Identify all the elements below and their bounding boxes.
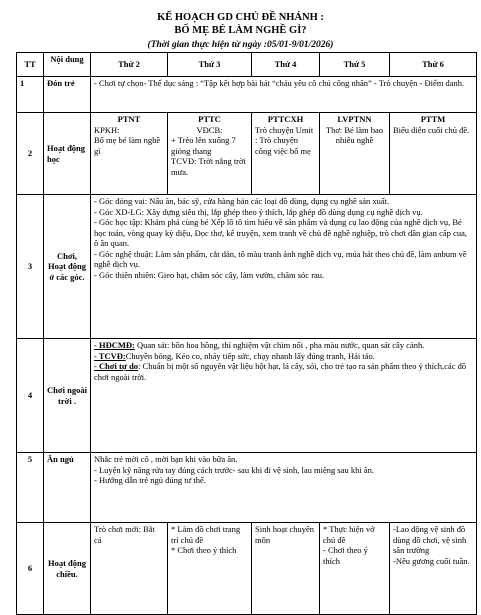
list-item-label: - Chơi tự do [94, 361, 139, 371]
activity-line: -Lao động vệ sinh đồ dùng đồ chơi, vệ sinh sân trường [393, 524, 467, 555]
row-label-corners: Chơi, Hoạt động ở các góc. [44, 195, 91, 339]
table-row [17, 77, 477, 113]
row-number: 1 [17, 77, 44, 113]
document-subtitle: BỐ MẸ BÉ LÀM NGHỀ GÌ? [174, 25, 307, 36]
list-item: - Luyện kỹ năng rửa tay đúng cách trước- sau khi đi vệ sinh, lau miệng sau khi ăn. [94, 464, 374, 475]
list-item: - Góc đóng vai: Nấu ăn, bác sỹ, cửa hàng bán các loại đồ dùng, dụng cụ nghề sản xuất. [94, 196, 390, 206]
row-label-lessons: Hoạt động học [44, 113, 91, 195]
lesson-monday [91, 113, 168, 195]
activity-line: -Nêu gương cuối tuần. [393, 555, 470, 566]
lesson-line: Bố mẹ bé làm nghề gì [94, 135, 161, 156]
corner-activities [91, 195, 477, 339]
list-item-text: Chuyền bóng, Kéo co, nhảy tiếp sức, chạy nhanh lấy đúng tranh, Hái táo. [125, 350, 375, 361]
lesson-subject: LVPTNN [337, 114, 372, 124]
lesson-line: Biểu diễn cuối chủ đề. [393, 124, 470, 135]
list-item: - Góc nghệ thuật: Làm sản phẩm, cắt dán, tô màu tranh ảnh nghề dịch vụ, múa hát theo chủ đề, làm anbum về nghề dịch vụ. [94, 248, 467, 269]
lesson-line: TCVĐ: Trời nắng trời mưa. [171, 156, 246, 177]
list-item-label: - TCVĐ: [94, 350, 126, 361]
table-row [17, 523, 477, 615]
table-row [17, 113, 477, 195]
table-row [17, 339, 477, 453]
list-item: Nhắc trẻ mời cô , mời bạn khi vào bữa ăn. [94, 454, 238, 464]
list-item: - Hướng dẫn trẻ ngủ đúng tư thế. [94, 475, 206, 485]
list-item: - Góc thiên nhiên: Gieo hạt, chăm sóc cây, làm vườn, chăm sóc rau. [94, 269, 325, 280]
list-item-text: Quan sát: bồn hoa hồng, thí nghiệm vật chìm nổi , pha màu nước, quan sát cây cảnh. [134, 340, 425, 350]
afternoon-friday [390, 523, 477, 615]
afternoon-monday [91, 523, 168, 615]
row-number: 4 [17, 339, 44, 453]
outdoor-activities [91, 339, 477, 453]
lesson-plan-table [16, 52, 477, 615]
lesson-line: VĐCB: [196, 124, 223, 135]
list-item-label: - HĐCMĐ: [94, 340, 135, 350]
activity-line: * Làm đồ chơi trang trí chủ đề [171, 524, 241, 545]
list-item: - Góc học tập: Khám phá cùng bé Xếp lô tô tìm hiểu về sản phẩm và dụng cụ lao động của nghề dịch vụ, Bé học toán, vòng quay kỳ diệu, Đọc thơ, kể truyện, xem tranh về chủ đề nghề nghiệp, trò chơi dân gian cấp cua, ô ăn quan. [94, 217, 467, 248]
afternoon-thursday [320, 523, 390, 615]
lesson-line: : Trò chuyện công việc bố mẹ [255, 135, 311, 156]
list-item [94, 351, 473, 362]
document-time-range: (Thời gian thực hiện từ ngày :05/01-9/01/2026) [147, 40, 334, 50]
list-item [94, 361, 473, 382]
lesson-line: Trò chuyện Umit [255, 124, 314, 135]
lesson-thursday [320, 113, 390, 195]
col-header-tuesday: Thứ 3 [168, 53, 252, 77]
lesson-line: KPKH: [94, 124, 120, 135]
table-row [17, 453, 477, 523]
col-header-friday: Thứ 6 [390, 53, 477, 77]
meal-sleep-activities [91, 453, 477, 523]
row-label-outdoor: Chơi ngoài trời . [44, 339, 91, 453]
afternoon-wednesday [252, 523, 320, 615]
lesson-wednesday [252, 113, 320, 195]
col-header-thursday: Thứ 5 [320, 53, 390, 77]
lesson-line: Thơ: Bé làm bao nhiêu nghề [325, 124, 384, 145]
row-label-welcome: Đón trẻ [44, 77, 91, 113]
table-header-row [17, 53, 477, 77]
row-number: 6 [17, 523, 44, 615]
col-header-tt: TT [17, 53, 44, 77]
col-header-content: Nội dung [44, 53, 91, 77]
lesson-subject: PTTC [198, 114, 221, 124]
lesson-subject: PTNT [117, 114, 141, 124]
list-item-text: : Chuẩn bị một số nguyên vật liệu hột hạt, lá cây, sỏi, cho trẻ tạo ra sản phẩm theo ý thích,các đồ chơi ngoài trời. [94, 361, 467, 382]
row-number: 5 [17, 453, 44, 523]
lesson-subject: PTTCXH [267, 114, 304, 124]
activity-line: Sinh hoạt chuyên môn [255, 524, 315, 545]
list-item [94, 340, 473, 351]
row-label-meals: Ăn ngủ [44, 453, 91, 523]
activity-line: Trò chơi mới: Bắt cá [94, 524, 155, 545]
lesson-friday [390, 113, 477, 195]
lesson-subject: PTTM [420, 114, 446, 124]
activity-line: * Chơi theo ý thích [171, 545, 237, 555]
afternoon-tuesday [168, 523, 252, 615]
col-header-wednesday: Thứ 4 [252, 53, 320, 77]
row-label-afternoon: Hoạt động chiều. [44, 523, 91, 615]
activity-line: - Chơi theo ý thích [323, 545, 368, 566]
lesson-line: + Trèo lên xuống 7 gióng thang [171, 135, 236, 156]
list-item: - Góc XD-LG: Xây dựng siêu thị, lắp ghép theo ý thích, lắp ghép đồ dùng dụng cụ nghề dịch vụ. [94, 206, 423, 217]
welcome-activities: - Chơi tự chọn- Thể dục sáng : “Tập kết hợp bài hát “cháu yêu cô chú công nhân” - Trò chuyện - Điểm danh. [91, 77, 477, 113]
table-row [17, 195, 477, 339]
row-number: 3 [17, 195, 44, 339]
document-title: KẾ HOẠCH GD CHỦ ĐỀ NHÁNH : [157, 12, 324, 23]
col-header-monday: Thứ 2 [91, 53, 168, 77]
activity-line: * Thực hiện vở chủ đề [323, 524, 375, 545]
lesson-tuesday [168, 113, 252, 195]
row-number: 2 [17, 113, 44, 195]
